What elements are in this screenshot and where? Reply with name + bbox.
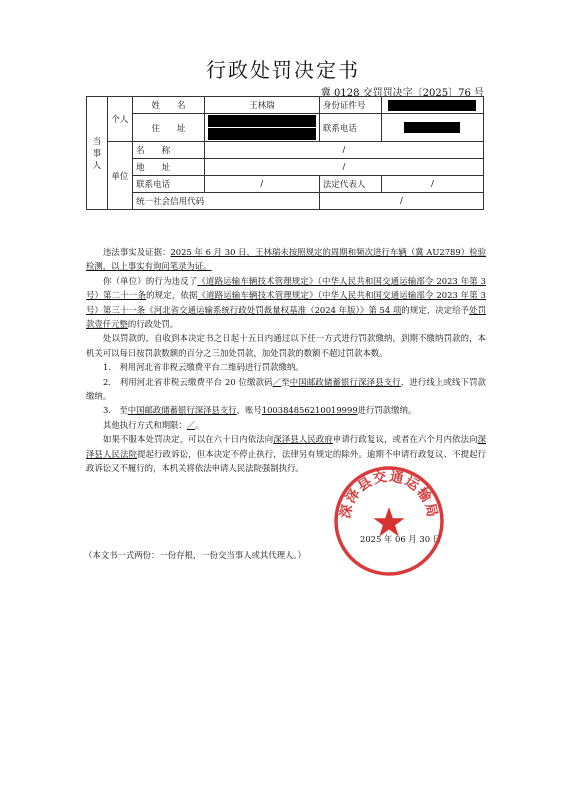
redaction-block [208, 128, 316, 140]
redaction-block [388, 100, 476, 111]
credit-code-value: / [319, 193, 483, 210]
id-label: 身份证件号 [319, 97, 381, 114]
phone-value [381, 114, 483, 142]
seal-text: 深泽县交通运输局 [337, 468, 441, 520]
court: 深泽县人民法院 [86, 434, 487, 459]
payment-method-1: 1. 利用河北省非税云缴费平台二维码进行罚款缴纳。 [103, 362, 304, 373]
official-seal [333, 465, 445, 577]
bank-name: 中国邮政储蓄银行深泽县支行 [127, 405, 237, 416]
basis-law: 《道路运输车辆技术管理规定》（中华人民共和国交通运输部令 2023 年第 3 号）第三十一条《河北省交通运输系统行政处罚裁量权基准（2024 年版）》第 54 项 [86, 290, 486, 315]
party-info-table [86, 96, 484, 210]
redaction-block [404, 122, 460, 133]
penalty-text: 处罚款壹仟元整 [86, 304, 486, 330]
address-label: 住 址 [133, 114, 205, 142]
credit-code-label: 统一社会信用代码 [133, 193, 320, 210]
redaction-block [208, 115, 316, 127]
payment-method-2: 2. 利用河北省非税云缴费平台 20 位缴款码／至中国邮政储蓄银行深泽县支行，进行线上或线下罚款缴纳。 [86, 376, 487, 402]
appeal-notice: 如果不服本处罚决定，可以在六十日内依法向深泽县人民政府申请行政复议，或者在六个月内依法向深泽县人民法院提起行政诉讼，但本决定不停止执行，法律另有规定的除外。逾期不申请行政复议、不提起行政诉讼又不履行的，本机关将依法申请人民法院强制执行。 [86, 434, 487, 474]
legal-rep-value: / [381, 176, 483, 193]
violated-law: 《道路运输车辆技术管理规定》（中华人民共和国交通运输部令 2023 年第 3 号）第二十一条 [86, 275, 486, 301]
decision-date: 2025 年 06 月 30 日 [360, 534, 442, 544]
star-icon [373, 507, 404, 536]
document-title: 行政处罚决定书 [206, 58, 360, 82]
unit-name-value: / [204, 142, 483, 159]
violation-facts-text: 2025 年 6 月 30 日，王林瑞未按照规定的周期和频次进行车辆（冀 AU2789）检验检测，以上事实有询问笔录为证。 [86, 247, 487, 272]
payment-method-3: 3. 至中国邮政储蓄银行深泽县支行，账号100384856210019999进行罚款缴纳。 [103, 405, 417, 416]
phone-label: 联系电话 [319, 114, 381, 142]
address-value [204, 114, 319, 142]
name-label: 姓 名 [133, 97, 205, 114]
unit-phone-label: 联系电话 [133, 176, 205, 193]
id-value [381, 97, 483, 114]
decision-body [86, 245, 486, 476]
review-authority: 深泽县人民政府 [273, 434, 333, 445]
bank-name: 中国邮政储蓄银行深泽县支行 [289, 376, 401, 387]
person-label: 个人 [107, 97, 132, 142]
unit-name-label: 名 称 [133, 142, 205, 159]
other-methods: 其他执行方式和期限：／。 [103, 419, 204, 430]
document-number: 冀 0128 交罚罚决字〔2025〕76 号 [320, 88, 484, 99]
payment-deadline: 处以罚款的，自收到本决定书之日起十五日内通过以下任一方式进行罚款缴纳，到期不缴纳罚款的，本机关可以每日按罚款数额的百分之三加处罚款，加处罚款的数额不超过罚款本数。 [86, 333, 486, 358]
legal-basis: 你（单位）的行为违反了《道路运输车辆技术管理规定》（中华人民共和国交通运输部令 2023 年第 3 号）第二十一条的规定，依据《道路运输车辆技术管理规定》（中华人民共和国交通运输部令 2023 年第 3 号）第三十一条《河北省交通运输系统行政处罚裁量权基准（2024 年版）》第 54 项的规定，决定给予处罚款壹仟元整的行政处罚。 [86, 275, 486, 330]
unit-address-label: 地 址 [133, 159, 205, 176]
legal-rep-label: 法定代表人 [319, 176, 381, 193]
unit-address-value: / [204, 159, 483, 176]
footnote: （本文书一式两份：一份存根，一份交当事人或其代理人。） [84, 550, 306, 560]
name-value: 王林瑞 [204, 97, 319, 114]
unit-phone-value: / [204, 176, 319, 193]
bank-account: 100384856210019999 [261, 405, 358, 416]
violation-facts: 违法事实及证据：2025 年 6 月 30 日，王林瑞未按照规定的周期和频次进行车辆（冀 AU2789）检验检测，以上事实有询问笔录为证。 [86, 247, 487, 272]
unit-label: 单位 [107, 142, 132, 210]
party-label: 当事人 [87, 97, 108, 210]
